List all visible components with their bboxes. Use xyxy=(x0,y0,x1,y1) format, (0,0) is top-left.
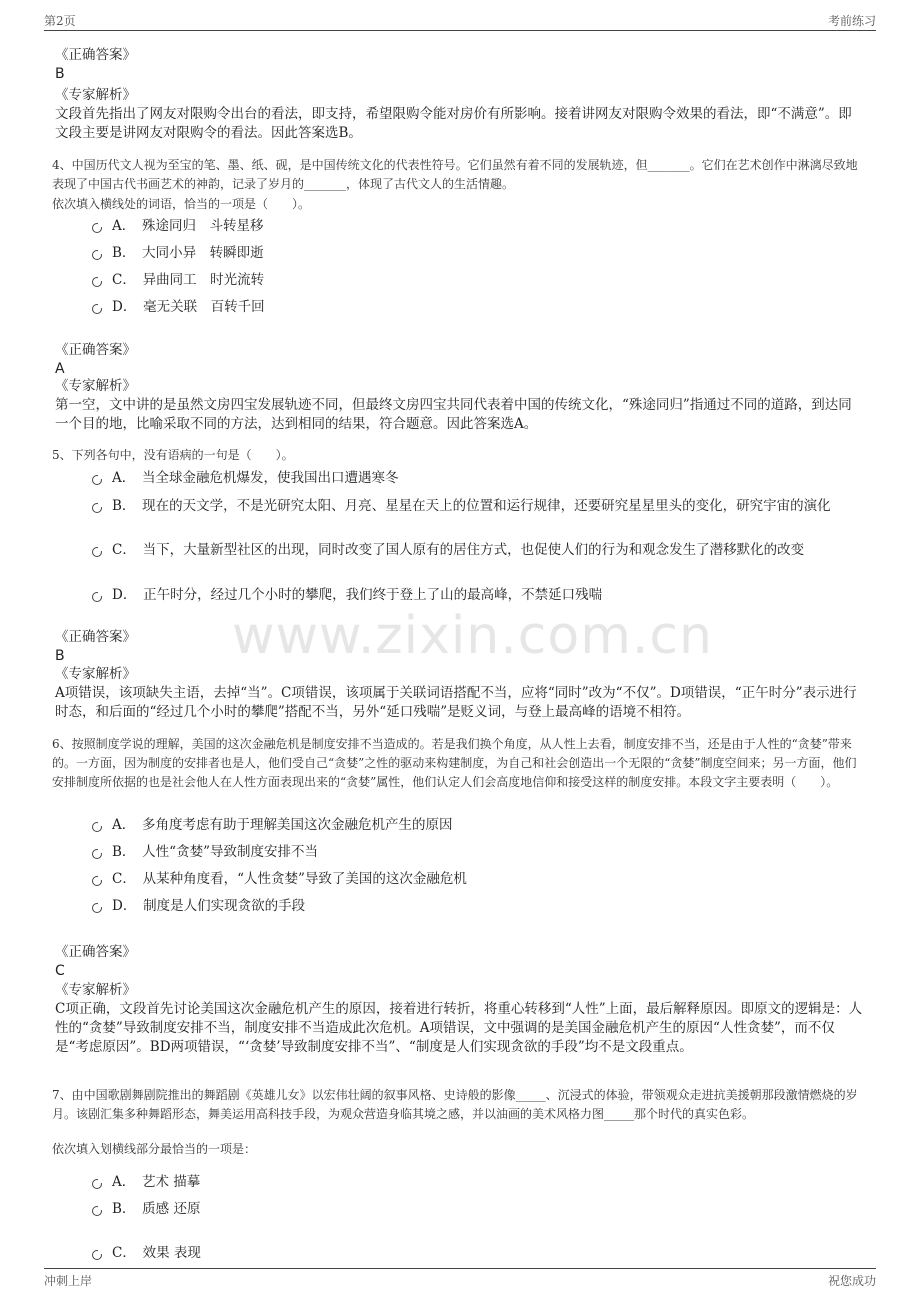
radio-button-icon[interactable] xyxy=(92,1250,102,1260)
header-divider xyxy=(44,30,876,31)
radio-button-icon[interactable] xyxy=(92,547,102,557)
question-6-option-b[interactable] xyxy=(92,841,864,863)
option-label: C． 异曲同工 时光流转 xyxy=(112,272,265,288)
analysis-label: 《专家解析》 xyxy=(55,982,136,998)
analysis-text: A项错误，该项缺失主语，去掉“当”。C项错误，该项属于关联词语搭配不当，应将“同时”改为“不仅”。D项错误，“正午时分”表示进行时态，和后面的“经过几个小时的攀爬”搭配不当，另外“延口残喘”是贬义词，与登上最高峰的语境不相符。 xyxy=(55,685,857,720)
question-5-option-d[interactable] xyxy=(92,584,864,606)
question-5-option-c[interactable] xyxy=(92,539,864,561)
footer-left-text: 冲刺上岸 xyxy=(44,1274,93,1288)
question-4-option-c[interactable] xyxy=(92,269,864,291)
question-7-option-a[interactable] xyxy=(92,1171,864,1193)
answer-value: B xyxy=(55,66,65,82)
analysis-text: C项正确，文段首先讨论美国这次金融危机产生的原因，接着进行转折，将重心转移到“人性”上面，最后解释原因。即原文的逻辑是：人性的“贪婪”导致制度安排不当，制度安排不当造成此次危机。A项错误，文中强调的是美国金融危机产生的原因“人性贪婪”，而不仅是“考虑原因”。BD两项错误，“‘贪婪’导致制度安排不当”、“制度是人们实现贪欲的手段”均不是文段重点。 xyxy=(55,1001,863,1055)
answer-block xyxy=(55,628,865,665)
option-label: A． 殊途同归 斗转星移 xyxy=(112,218,264,234)
radio-button-icon[interactable] xyxy=(92,1206,102,1216)
option-label: D． 正午时分，经过几个小时的攀爬，我们终于登上了山的最高峰，不禁延口残喘 xyxy=(112,587,603,603)
answer-label: 《正确答案》 xyxy=(55,944,136,960)
option-label: A． 艺术 描摹 xyxy=(112,1174,201,1190)
answer-label: 《正确答案》 xyxy=(55,629,136,645)
option-label: C． 效果 表现 xyxy=(112,1245,201,1261)
answer-label: 《正确答案》 xyxy=(55,47,136,63)
option-label: C． 从某种角度看，“人性贪婪”导致了美国的这次金融危机 xyxy=(112,871,467,887)
option-label: C． 当下，大量新型社区的出现，同时改变了国人原有的居住方式，也促使人们的行为和观念发生了潜移默化的改变 xyxy=(112,542,805,558)
analysis-label: 《专家解析》 xyxy=(55,378,136,394)
watermark: www.zixin.com.cn xyxy=(232,606,713,666)
option-label: B． 大同小异 转瞬即逝 xyxy=(112,245,264,261)
question-6-option-c[interactable] xyxy=(92,868,864,890)
question-6-option-d[interactable] xyxy=(92,895,864,917)
question-7-option-b[interactable] xyxy=(92,1198,864,1220)
option-label: B． 现在的天文学，不是光研究太阳、月亮、星星在天上的位置和运行规律，还要研究星星里头的变化，研究宇宙的演化 xyxy=(112,498,831,514)
page-number: 第2页 xyxy=(44,14,76,28)
radio-button-icon[interactable] xyxy=(92,304,102,314)
question-5-option-b[interactable] xyxy=(92,495,864,517)
question-5-stem: 5、下列各句中，没有语病的一句是（ ）。 xyxy=(52,448,294,462)
radio-button-icon[interactable] xyxy=(92,503,102,513)
question-4-option-a[interactable] xyxy=(92,215,864,237)
question-5-option-a[interactable] xyxy=(92,467,864,489)
analysis-text: 第一空，文中讲的是虽然文房四宝发展轨迹不同，但最终文房四宝共同代表着中国的传统文化，“殊途同归”指通过不同的道路，到达同一个目的地，比喻采取不同的方法，达到相同的结果，符合题意。因此答案选A。 xyxy=(55,397,852,432)
radio-button-icon[interactable] xyxy=(92,250,102,260)
answer-block xyxy=(55,943,865,980)
question-7-option-c[interactable] xyxy=(92,1242,864,1264)
answer-block xyxy=(55,46,865,83)
analysis-label: 《专家解析》 xyxy=(55,87,136,103)
answer-value: A xyxy=(55,361,65,377)
radio-button-icon[interactable] xyxy=(92,475,102,485)
option-label: D． 毫无关联 百转千回 xyxy=(112,299,265,315)
page-header xyxy=(44,12,876,32)
question-7-stem: 7、由中国歌剧舞剧院推出的舞蹈剧《英雄儿女》以宏伟壮阔的叙事风格、史诗般的影像_____、沉浸式的体验，带领观众走进抗美援朝那段激情燃烧的岁月。该剧汇集多种舞蹈形态，舞美运用高科技手段，为观众营造身临其境之感，并以油画的美术风格力图_____那个时代的真实色彩。 xyxy=(52,1088,858,1121)
answer-value: C xyxy=(55,963,65,979)
radio-button-icon[interactable] xyxy=(92,876,102,886)
radio-button-icon[interactable] xyxy=(92,592,102,602)
analysis-block xyxy=(55,377,865,434)
question-4-option-d[interactable] xyxy=(92,296,864,318)
question-4-option-b[interactable] xyxy=(92,242,864,264)
answer-block xyxy=(55,341,865,378)
analysis-label: 《专家解析》 xyxy=(55,666,136,682)
question-7-prompt: 依次填入划横线部分最恰当的一项是： xyxy=(52,1142,257,1156)
footer-right-text: 祝您成功 xyxy=(827,1274,876,1288)
answer-label: 《正确答案》 xyxy=(55,342,136,358)
analysis-block xyxy=(55,665,865,722)
radio-button-icon[interactable] xyxy=(92,223,102,233)
option-label: B． 人性“贪婪”导致制度安排不当 xyxy=(112,844,318,860)
footer-divider xyxy=(44,1268,876,1269)
question-4-stem: 4、中国历代文人视为至宝的笔、墨、纸、砚，是中国传统文化的代表性符号。它们虽然有着不同的发展轨迹，但_______。它们在艺术创作中淋漓尽致地表现了中国古代书画艺术的神韵，记录了岁月的_______，体现了古代文人的生活情趣。 xyxy=(52,158,858,191)
option-label: B． 质感 还原 xyxy=(112,1201,201,1217)
question-6-option-a[interactable] xyxy=(92,814,864,836)
radio-button-icon[interactable] xyxy=(92,277,102,287)
analysis-block xyxy=(55,981,865,1057)
question-6-stem: 6、按照制度学说的理解，美国的这次金融危机是制度安排不当造成的。若是我们换个角度，从人性上去看，制度安排不当，还是由于人性的“贪婪”带来的。一方面，因为制度的安排者也是人，他们受自己“贪婪”之性的驱动来构建制度，为自己和社会创造出一个无限的“贪婪”制度空间来；另一方面，他们安排制度所依据的也是社会他人在人性方面表现出来的“贪婪”属性，他们认定人们会高度地信仰和接受这样的制度安排。本段文字主要表明（ ）。 xyxy=(52,737,857,789)
option-label: A． 当全球金融危机爆发，使我国出口遭遇寒冬 xyxy=(112,470,399,486)
radio-button-icon[interactable] xyxy=(92,903,102,913)
radio-button-icon[interactable] xyxy=(92,822,102,832)
radio-button-icon[interactable] xyxy=(92,1179,102,1189)
radio-button-icon[interactable] xyxy=(92,849,102,859)
answer-value: B xyxy=(55,648,65,664)
analysis-text: 文段首先指出了网友对限购令出台的看法，即支持，希望限购令能对房价有所影响。接着讲网友对限购令效果的看法，即“不满意”。即文段主要是讲网友对限购令的看法。因此答案选B。 xyxy=(55,106,852,141)
option-label: D． 制度是人们实现贪欲的手段 xyxy=(112,898,306,914)
analysis-block xyxy=(55,86,865,143)
question-4-prompt: 依次填入横线处的词语，恰当的一项是（ ）。 xyxy=(52,197,311,211)
option-label: A． 多角度考虑有助于理解美国这次金融危机产生的原因 xyxy=(112,817,453,833)
header-title: 考前练习 xyxy=(827,14,876,28)
